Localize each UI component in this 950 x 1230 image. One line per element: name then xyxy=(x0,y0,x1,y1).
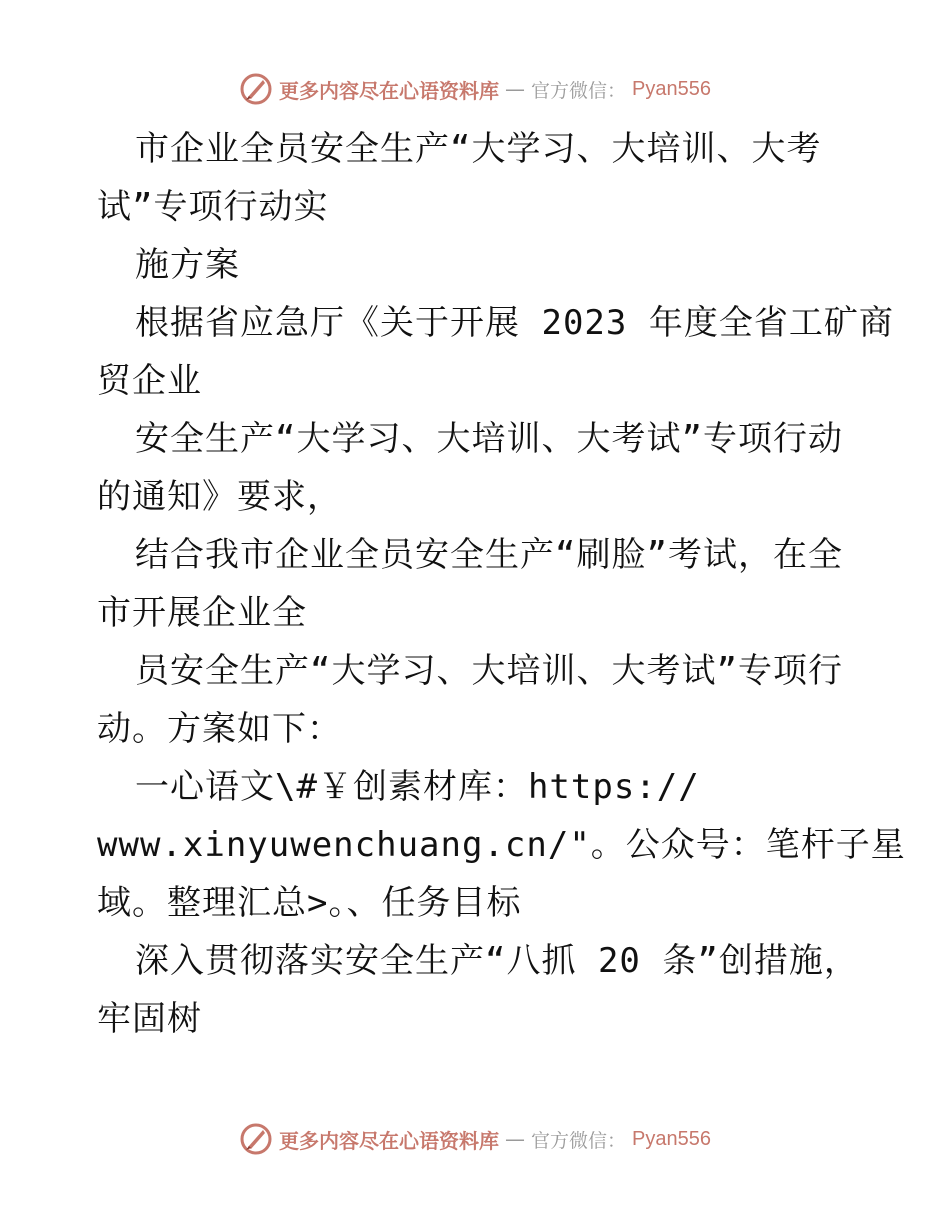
text-line: 员安全生产“大学习、大培训、大考试”专项行 xyxy=(135,651,843,691)
header-banner xyxy=(0,72,950,106)
quill-logo-icon xyxy=(239,1122,273,1156)
text-line: 的通知》要求， xyxy=(97,477,342,517)
text-line: 试”专项行动实 xyxy=(97,187,329,227)
brand-text: 更多内容尽在心语资料库 xyxy=(279,1128,499,1153)
wechat-label: 官方微信： xyxy=(531,1129,627,1152)
text-line: 深入贯彻落实安全生产“八抓 20 条”创措施， xyxy=(135,941,859,981)
text-line: 动。方案如下： xyxy=(97,709,342,749)
quill-logo-icon xyxy=(239,72,273,106)
text-line: 施方案 xyxy=(135,245,240,285)
text-line: 市企业全员安全生产“大学习、大培训、大考 xyxy=(135,129,822,169)
separator: — xyxy=(505,1127,525,1151)
document-body xyxy=(97,120,906,1048)
text-line: 一心语文\#￥创素材库：https:// xyxy=(135,767,700,807)
footer-banner xyxy=(0,1122,950,1156)
wechat-id: Pyan556 xyxy=(632,77,711,100)
text-line: 根据省应急厅《关于开展 2023 年度全省工矿商 xyxy=(135,303,894,343)
separator: — xyxy=(505,77,525,101)
text-line: 结合我市企业全员安全生产“刷脸”考试，在全 xyxy=(135,535,843,575)
text-line: www.xinyuwenchuang.cn/"。公众号：笔杆子星 xyxy=(97,825,906,865)
brand-text: 更多内容尽在心语资料库 xyxy=(279,78,499,103)
text-line: 贸企业 xyxy=(97,361,202,401)
text-line: 牢固树 xyxy=(97,999,202,1039)
wechat-id: Pyan556 xyxy=(632,1127,711,1150)
text-line: 域。整理汇总>。、任务目标 xyxy=(97,883,522,923)
text-line: 安全生产“大学习、大培训、大考试”专项行动 xyxy=(135,419,843,459)
text-line: 市开展企业全 xyxy=(97,593,307,633)
wechat-label: 官方微信： xyxy=(531,79,627,102)
